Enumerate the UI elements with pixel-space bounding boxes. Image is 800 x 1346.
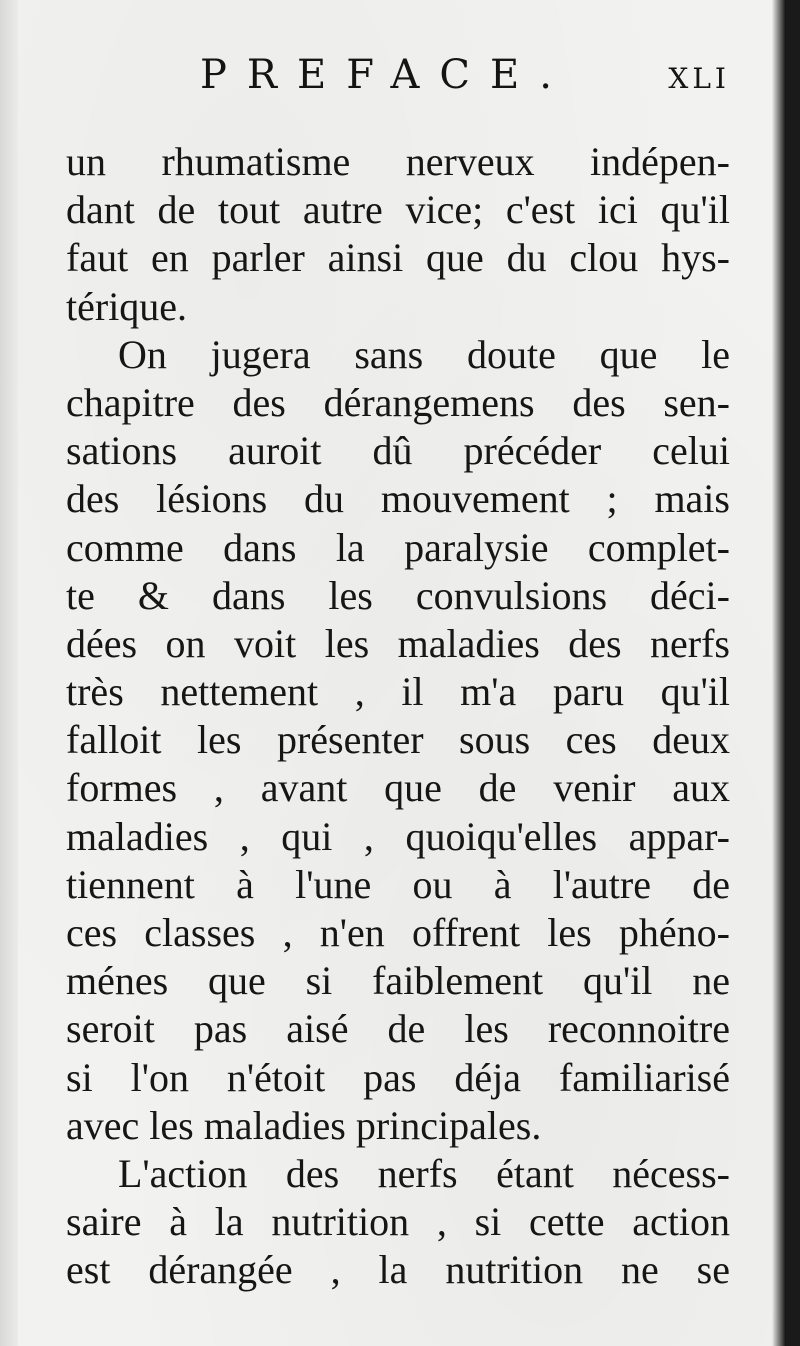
text-line: un rhumatisme nerveux indépen- xyxy=(66,139,730,184)
text-line: saire à la nutrition , si cette action xyxy=(66,1199,730,1245)
page-edge-shadow xyxy=(772,0,786,1346)
text-line: faut en parler ainsi que du clou hys- xyxy=(66,235,730,281)
running-title: PREFACE. xyxy=(200,52,572,98)
text-line: ménes que si faiblement qu'il ne xyxy=(66,958,730,1004)
text-line: L'action des nerfs étant nécess- xyxy=(118,1150,730,1196)
page-gutter xyxy=(0,0,18,1346)
text-line: si l'on n'étoit pas déja familiarisé xyxy=(66,1054,730,1100)
text-line: falloit les présenter sous ces deux xyxy=(66,717,730,763)
text-line: très nettement , il m'a paru qu'il xyxy=(66,669,730,715)
body-text xyxy=(66,138,730,1295)
text-line: dées on voit les maladies des nerfs xyxy=(66,620,730,666)
text-line: dant de tout autre vice; c'est ici qu'il xyxy=(66,187,730,233)
running-head xyxy=(180,52,730,102)
text-line: formes , avant que de venir aux xyxy=(66,765,730,811)
text-line: tiennent à l'une ou à l'autre de xyxy=(66,861,730,907)
text-line: chapitre des dérangemens des sen- xyxy=(66,379,730,425)
text-line: On jugera sans doute que le xyxy=(118,331,730,377)
text-line: seroit pas aisé de les reconnoitre xyxy=(66,1006,730,1052)
text-line: avec les maladies principales. xyxy=(66,1102,542,1148)
text-line: sations auroit dû précéder celui xyxy=(66,428,730,474)
text-line: est dérangée , la nutrition ne se xyxy=(66,1247,730,1293)
text-line: ces classes , n'en offrent les phéno- xyxy=(66,910,730,955)
page-number: XLI xyxy=(668,62,730,95)
text-line: térique. xyxy=(66,283,188,329)
text-line: comme dans la paralysie complet- xyxy=(66,524,730,570)
text-line: maladies , qui , quoiqu'elles appar- xyxy=(66,813,730,859)
text-line: te & dans les convulsions déci- xyxy=(66,572,730,618)
text-line: des lésions du mouvement ; mais xyxy=(66,476,730,522)
